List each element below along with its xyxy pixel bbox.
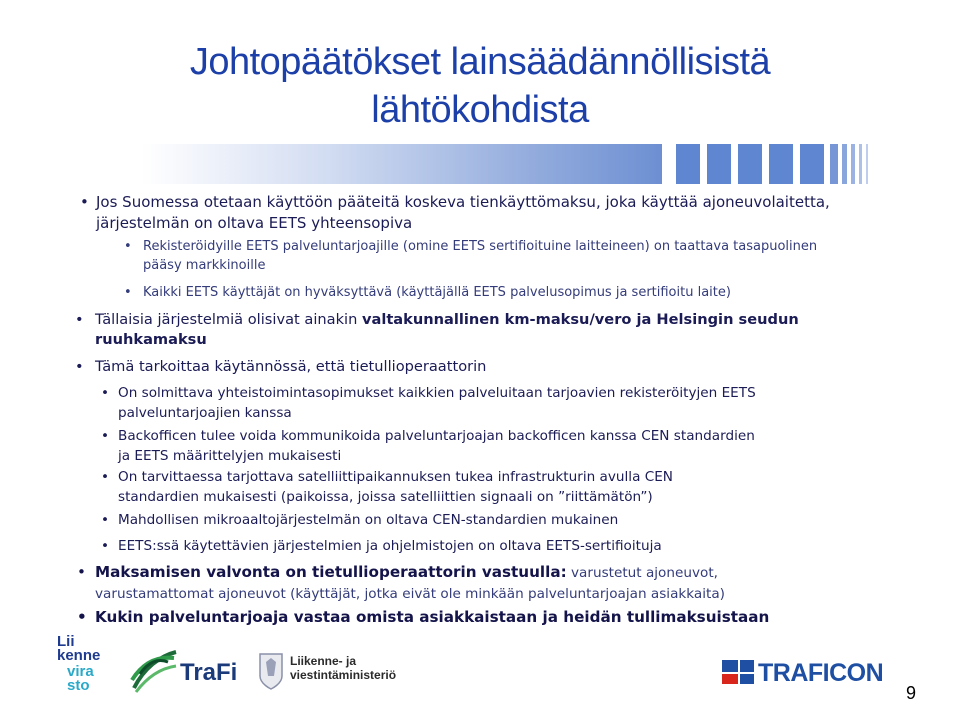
traficon-logo xyxy=(722,658,884,688)
liikennevirasto-logo-line4: sto xyxy=(67,677,90,694)
slide-title-line2: lähtökohdista xyxy=(371,89,589,131)
subbullet-certified: • EETS:ssä käytettävien järjestelmien ja ohjelmistojen on oltava EETS-sertifioituja xyxy=(118,537,858,557)
subbullet-accept-users: • Kaikki EETS käyttäjät on hyväksyttävä (käyttäjällä EETS palvelusopimus ja sertifioitu laite) xyxy=(143,283,853,302)
subbullet-microwave: • Mahdollisen mikroaaltojärjestelmän on oltava CEN-standardien mukainen xyxy=(118,511,858,531)
bullet-eets-requirement: • Jos Suomessa otetaan käyttöön pääteitä koskeva tienkäyttömaksu, joka käyttää ajoneuvolaitetta, järjestelmän on oltava EETS yhteensopiva xyxy=(96,192,836,234)
traficon-squares-icon xyxy=(722,658,762,686)
slide-title xyxy=(0,38,960,134)
liikennevirasto-logo xyxy=(57,635,117,697)
bullet-systems-bold: valtakunnallinen km-maksu/vero ja Helsingin seudun ruuhkamaksu xyxy=(95,311,799,348)
trafi-logo-text: TraFi xyxy=(180,659,238,686)
lvm-logo xyxy=(258,648,397,692)
lvm-crest-icon xyxy=(258,652,284,690)
subbullet-agreements: • On solmittava yhteistoimintasopimukset kaikkien palveluitaan tarjoavien rekisteröityjen EETS palveluntarjoajien kanssa xyxy=(118,384,818,423)
lvm-logo-line2: viestintäministeriö xyxy=(290,668,397,682)
traficon-logo-text: TRAFICON xyxy=(758,659,884,687)
bullet-provider-responsibility: • Kukin palveluntarjoaja vastaa omista asiakkaistaan ja heidän tullimaksuistaan xyxy=(95,607,895,627)
trafi-logo xyxy=(130,648,238,694)
lvm-logo-line1: Liikenne- ja xyxy=(290,654,357,668)
trafi-swirl-icon xyxy=(130,648,178,694)
subbullet-backoffice: • Backofficen tulee voida kommunikoida palveluntarjoajan backofficen kanssa CEN standardien ja EETS määrittelyjen mukaisesti xyxy=(118,427,758,466)
slide-title-line1: Johtopäätökset lainsäädännöllisistä xyxy=(189,41,771,83)
liikennevirasto-logo-line3: vira xyxy=(67,663,94,680)
bullet-systems-text: Tällaisia järjestelmiä olisivat ainakin xyxy=(95,311,362,328)
liikennevirasto-logo-line1: Lii xyxy=(57,633,75,650)
page-number: 9 xyxy=(906,683,917,703)
subbullet-equal-access: • Rekisteröidyille EETS palveluntarjoajille (omine EETS sertifioituine laitteineen) on taattava tasapuolinen pääsy markkinoille xyxy=(143,237,853,275)
bullet-means: • Tämä tarkoittaa käytännössä, että tietullioperaattorin xyxy=(95,357,885,377)
bullet-systems xyxy=(95,310,815,350)
bullet-enforcement-text: varustetut ajoneuvot, varustamattomat ajoneuvot (käyttäjät, jotka eivät ole minkään palveluntarjoajan asiakkaita) xyxy=(95,565,725,602)
bullet-enforcement xyxy=(95,562,815,604)
subbullet-satellite: • On tarvittaessa tarjottava satelliittipaikannuksen tukea infrastrukturin avulla CEN standardien mukaisesti (paikoissa, joissa satelliittien signaali on ”riittämätön”) xyxy=(118,468,758,507)
liikennevirasto-logo-line2: kenne xyxy=(57,647,101,664)
bullet-enforcement-bold: Maksamisen valvonta on tietullioperaattorin vastuulla: xyxy=(95,563,567,581)
